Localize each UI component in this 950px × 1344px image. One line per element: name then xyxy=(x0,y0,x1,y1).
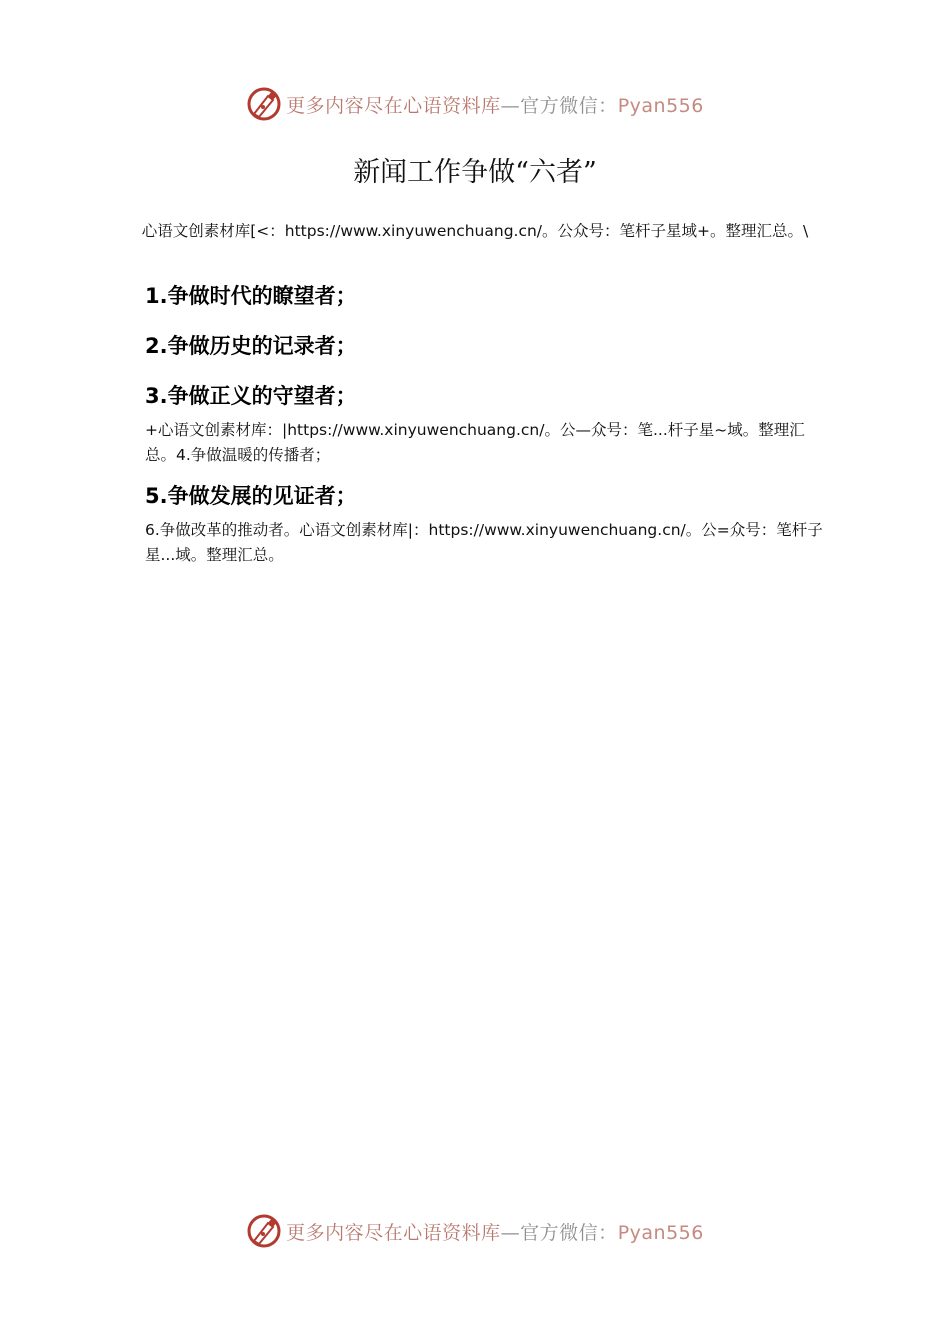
paragraph-1: +心语文创素材库：|https://www.xinyuwenchuang.cn/。公—众号：笔...杆子星~域。整理汇总。4.争做温暖的传播者； xyxy=(145,421,805,464)
heading-5: 5.争做发展的见证者； xyxy=(145,484,357,508)
heading-3: 3.争做正义的守望者； xyxy=(145,384,357,408)
banner-text xyxy=(286,1218,704,1245)
banner-dash: — xyxy=(500,94,521,117)
banner-content xyxy=(246,1213,704,1249)
banner-prefix: 更多内容尽在心语资料库 xyxy=(286,94,501,117)
pen-logo-icon xyxy=(246,1213,282,1249)
banner-content xyxy=(246,86,704,122)
banner-prefix: 更多内容尽在心语资料库 xyxy=(286,1221,501,1244)
banner-wechat-id: Pyan556 xyxy=(617,1221,704,1244)
heading-1: 1.争做时代的瞭望者； xyxy=(145,284,357,308)
banner-wechat-id: Pyan556 xyxy=(617,94,704,117)
footer-banner xyxy=(0,1209,950,1253)
header-banner xyxy=(0,82,950,126)
paragraph-2: 6.争做改革的推动者。心语文创素材库|：https://www.xinyuwenchuang.cn/。公=众号：笔杆子星...域。整理汇总。 xyxy=(145,521,823,564)
pen-logo-icon xyxy=(246,86,282,122)
document-title: 新闻工作争做“六者” xyxy=(353,157,597,188)
banner-official: 官方微信： xyxy=(520,1221,618,1244)
intro-paragraph: 心语文创素材库[<：https://www.xinyuwenchuang.cn/。公众号：笔杆子星域+。整理汇总。\ xyxy=(141,222,809,240)
banner-dash: — xyxy=(500,1221,521,1244)
banner-official: 官方微信： xyxy=(520,94,618,117)
banner-text xyxy=(286,91,704,118)
heading-2: 2.争做历史的记录者； xyxy=(145,334,357,358)
